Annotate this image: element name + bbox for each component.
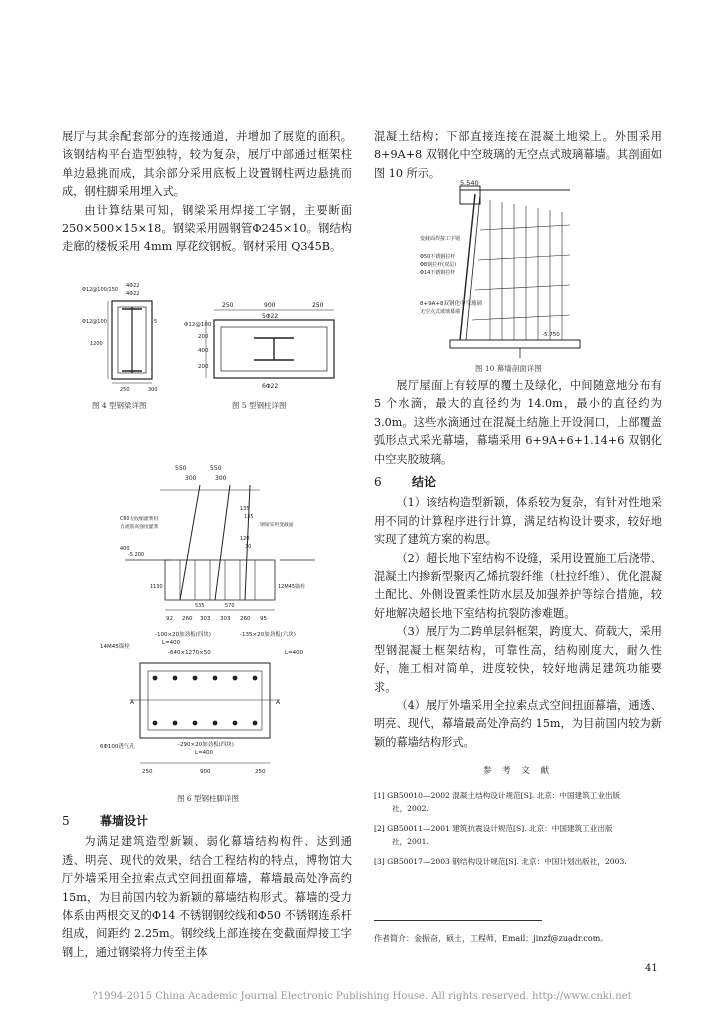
reference-item [374,789,662,815]
fig6-label: 135 [240,506,250,512]
fig10-label: 无空点式玻璃幕墙 [420,309,461,315]
fig4-label: 4Φ22 [126,283,140,289]
fig6-label: 钢梁采用变截面 [260,523,294,528]
fig5-label: 6Φ22 [262,383,279,390]
fig6-label: -640×1270×50 [168,650,211,656]
fig6-label: 120 [240,536,250,542]
page-number: 41 [645,963,658,974]
reference-text: 社，2002. [392,803,429,813]
fig4-label: Φ12@100 [82,319,107,325]
paragraph: 混凝土结构；下部直接连接在混凝土地梁上。外围采用 8+9A+8 双钢化中空玻璃的无空点式玻璃幕墙。其剖面如图 10 所示。 [374,130,662,180]
fig6-label: 260 [182,616,193,622]
fig6-label: 250 [255,769,266,775]
conclusion-item: （2）超长地下室结构不设缝，采用设置施工后浇带、混凝土内掺新型聚丙乙烯抗裂纤维（杜拉纤维）、优化混凝土配比、外侧设置柔性防水层及加强养护等综合措施，较好地解决超长地下室结构抗裂防渗难题。 [374,551,662,620]
fig6-label: C60无收缩灌浆料 [120,517,159,522]
fig4-label: 5 [154,319,158,325]
figure-10-caption: 图 10 幕墙剖面详图 [475,364,542,373]
left-column-top [62,128,352,257]
figure-6-caption: 图 6 型钢柱脚详图 [177,794,240,803]
section-number: 5 [62,814,70,828]
left-column-bottom [62,808,352,962]
footer-copyright: ?1994-2015 China Academic Journal Electronic Publishing House. All rights reserved. http://www.cnki.net [92,991,632,1002]
fig4-label: 250 [120,387,130,393]
fig5-label: 5Φ22 [262,313,279,320]
fig6-label: A [276,699,281,706]
fig6-label: 300 [185,475,197,482]
fig6-label: 400 [120,546,130,552]
fig4-label: Φ12@100/150 [82,287,119,293]
fig10-label: 8+9A+8双钢化中空玻璃 [420,301,482,307]
fig5-label: 250 [222,302,234,309]
section-5-heading [62,812,352,830]
reference-text: [2] GB50011—2001 建筑抗震设计规范[S]. 北京：中国建筑工业出版 [374,823,613,833]
fig6-label: 135 [244,514,254,520]
author-divider [374,920,542,921]
fig6-label: 250 [142,769,153,775]
figure-10-curtain-wall-section [420,180,590,360]
fig6-label: 6Φ100透气孔 [100,744,135,750]
references-heading: 参 考 文 献 [482,766,554,777]
fig6-label: 95 [260,616,267,622]
figure-4-steel-beam [82,283,172,393]
fig10-label: Φ14不锈钢拉杆 [420,270,456,276]
fig6-label: 550 [210,465,222,472]
reference-text: [1] GB50010—2002 混凝土结构设计规范[S]. 北京：中国建筑工业出版 [374,790,621,800]
fig10-label: 5.540 [460,180,479,187]
fig6-label: L=400 [285,650,304,656]
section-title: 幕墙设计 [100,814,149,828]
figure-5-steel-column [184,300,344,395]
conclusion-item: （3）展厅为二跨单层斜框架，跨度大、荷载大，采用型钢混凝土框架结构，可靠性高，结构刚度大，耐久性好，施工相对简单，进度较快，较好地满足建筑功能要求。 [374,625,662,694]
fig6-label: -100×20加劲板(四块) [155,632,211,638]
fig6-label: A [130,699,135,706]
fig6-label: L=400 [195,750,214,756]
fig6-label: 92 [166,616,173,622]
paragraph: 展厅与其余配套部分的连接通道，并增加了展览的面积。该钢结构平台造型独特，较为复杂，展厅中部通过框架柱单边悬挑而成，其余部分采用底板上设置钢柱两边悬挑而成，钢柱脚采用埋入式。 [62,130,352,199]
paragraph: 展厅屋面上有较厚的覆土及绿化，中间随意地分布有 5 个水滴，最大的直径约为 14.0m，最小的直径约为 3.0m。这些水滴通过在混凝土结施上开设洞口，上部覆盖弧形点式采光幕墙，幕墙采用 6+9A+6+1.14+6 双钢化中空夹胶玻璃。 [374,379,662,466]
paragraph: 由计算结果可知，钢梁采用焊接工字钢，主要断面 250×500×15×18。钢梁采用圆钢管Φ245×10。钢结构走廊的楼板采用 4mm 厚花纹钢板。钢材采用 Q345B。 [62,203,352,254]
fig6-label: 自流筋高强度灌浆 [120,525,159,530]
fig6-label: 303 [200,616,211,622]
reference-text: [3] GB50017—2003 钢结构设计规范[S]. 北京：中国计划出版社，2003. [374,856,627,866]
fig6-label: 303 [220,616,231,622]
reference-item [374,822,662,848]
section-6-heading [374,473,662,491]
fig6-label: 1130 [150,584,163,590]
right-column-middle [374,377,662,875]
section-number: 6 [374,475,382,490]
fig6-label: 300 [215,475,227,482]
fig5-label: Φ12@100 [184,322,212,328]
fig10-label: 变截面焊接工字钢 [420,236,461,242]
fig5-label: 200 [198,334,209,340]
fig10-label: Φ50不锈钢拉杆 [420,254,456,260]
fig6-label: 900 [200,769,211,775]
fig6-label: -135×20加劲板(六块) [240,632,296,638]
fig6-label: 12M45锚栓 [278,584,306,590]
fig10-label: -5.750 [542,332,560,338]
paragraph: 为满足建筑造型新颖、弱化幕墙结构构件、达到通透、明亮、现代的效果，结合工程结构的特点，博物馆大厅外墙采用全拉索点式空间扭面幕墙，幕墙最高处净高约 15m，为目前国内较为新颖的幕墙结构形式。幕墙的受力体系由两根交叉的Φ14 不锈钢钢绞线和Φ50 不锈钢连系杆组成，间距约 2.25m。钢绞线上部连接在变截面焊接工字钢上，通过钢梁将力传至主体 [62,835,352,959]
fig6-label: -5.200 [128,552,145,558]
reference-item [374,855,662,868]
fig6-label: 550 [175,465,187,472]
fig5-label: 400 [198,348,209,354]
fig6-label: 535 [195,603,205,609]
fig6-label: -290×20加劲板(四块) [178,742,234,748]
author-note: 作者简介：金振奋，硕士，工程师，Email：jinzf@zuadr.com。 [374,934,609,943]
fig6-label: L=400 [162,640,181,646]
fig6-label: 14M45锚栓 [100,644,130,650]
fig5-label: 900 [264,302,276,309]
fig4-label: 4Φ22 [126,291,140,297]
fig10-label: Φ8钢拉杆(双层) [420,262,457,268]
fig6-label: 30 [245,544,252,550]
fig4-label: 1200 [90,341,103,347]
figure-4-caption: 图 4 型钢梁详图 [92,401,147,410]
figure-6-column-base-plan [100,628,330,778]
right-column-top [374,128,662,183]
fig6-label: 260 [240,616,251,622]
fig5-label: 250 [312,302,324,309]
section-title: 结论 [412,475,437,490]
reference-text: 社，2001. [392,836,429,846]
figure-5-caption: 图 5 型钢柱详图 [232,401,287,410]
conclusion-item: （1）该结构造型新颖，体系较为复杂，有针对性地采用不同的计算程序进行计算，满足结构设计要求，较好地实现了建筑方案的构思。 [374,496,662,547]
fig6-label: 570 [225,603,235,609]
fig4-label: 300 [148,387,158,393]
conclusion-item: （4）展厅外墙采用全拉索点式空间扭面幕墙，通透、明亮、现代，幕墙最高处净高约 15m，为目前国内较为新颖的幕墙结构形式。 [374,698,662,749]
figure-6-column-base-elevation [120,460,320,625]
fig5-label: 200 [198,364,209,370]
